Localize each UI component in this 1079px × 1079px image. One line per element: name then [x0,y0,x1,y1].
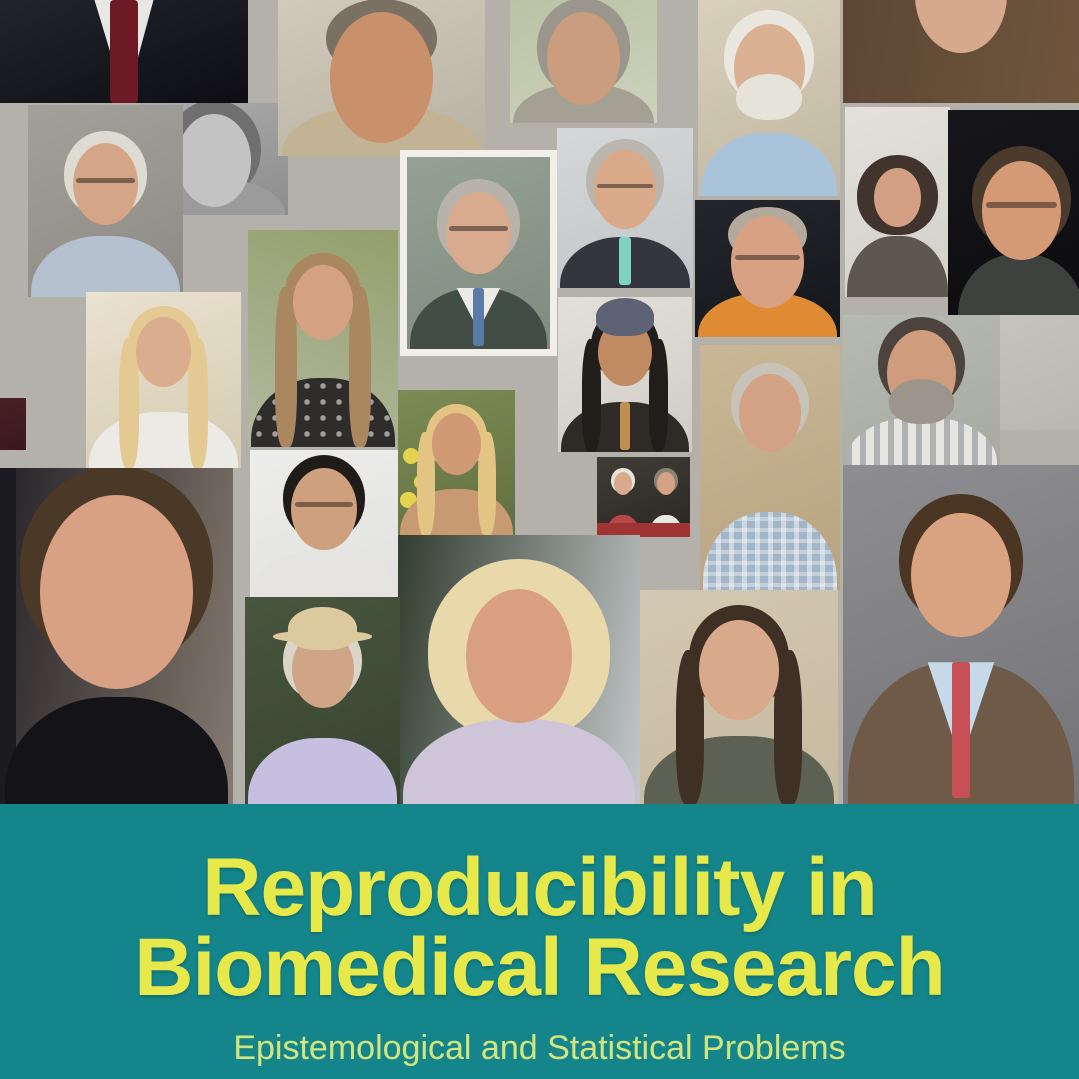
face [911,513,1010,638]
face [739,374,801,452]
glasses [986,202,1057,208]
portrait-man-suit-teal-shirt [557,128,693,288]
torso [248,738,397,805]
portrait-woman-bandana [558,297,692,452]
photo-light-gray [1000,315,1079,430]
torso [644,736,834,805]
portrait-man-mustache-tan-shirt [278,0,485,156]
hair-right [349,287,371,447]
face [982,161,1061,260]
tie [473,288,485,346]
portrait-woman-blonde-white-jacket [86,292,241,468]
title-banner [0,804,1079,1079]
torso [253,550,395,597]
glasses [597,184,653,189]
torso [251,378,395,447]
torso [703,512,837,590]
beard [736,74,803,121]
portrait-man-orange-polo [695,200,840,337]
face [614,472,633,495]
face [731,216,804,307]
glasses [735,255,800,260]
portrait-woman-dark-curly-hair [845,107,950,297]
hat [288,607,356,650]
torso [403,719,635,805]
portrait-woman-large-smile [0,468,233,805]
photo-edge-sliver [0,398,26,450]
face [657,472,676,495]
portrait-man-dark-suit-red-tie [0,0,248,103]
face [136,317,192,387]
portrait-man-plaid-shirt [700,345,840,590]
glasses [295,502,354,507]
photo-couple [597,457,690,537]
face [330,12,434,142]
face [594,150,657,229]
portrait-elder-straw-hat [245,597,400,805]
face [73,143,138,225]
hat-brim [273,630,372,642]
torso [5,697,229,805]
hair-right [188,338,208,468]
hat [596,298,655,335]
beard [889,379,954,424]
glasses [449,226,508,231]
face [915,0,1008,53]
portrait-man-gray-sweater [510,0,657,123]
book-title-line-2: Biomedical Research [134,922,945,1013]
portrait-woman-blonde-flowers [398,390,515,535]
face [699,620,778,720]
tie [619,237,630,286]
book-subtitle: Epistemological and Statistical Problems [233,1029,846,1067]
portrait-woman-big-blonde-curls [398,535,640,805]
portrait-man-white-beard-blue-shirt [698,0,840,196]
portrait-man-brown-suit-red-tie [843,465,1079,805]
torso [89,412,238,468]
tie [620,402,630,449]
portrait-man-glasses-big-smile [948,110,1079,322]
torso [847,236,948,297]
face [466,589,572,723]
face [432,413,481,475]
portrait-woman-long-brown-hair-cropped [843,0,1079,103]
torso [31,236,180,297]
face [291,468,356,550]
tie [110,0,137,103]
portrait-woman-brown-hair-garden [248,230,398,447]
portrait-woman-olive-sweater [640,590,838,805]
book-title-line-1: Reproducibility in [202,842,877,933]
face [547,12,621,105]
tie [952,662,970,798]
face [40,495,194,689]
portrait-man-black-hair-white-shirt [250,450,398,597]
torso [846,417,997,465]
portrait-man-office-blue-shirt [28,105,183,297]
face [874,168,921,228]
face [177,114,251,207]
face [446,192,512,275]
torso [958,254,1079,322]
torso [701,133,837,196]
portrait-man-gray-beard-striped-shirt [843,315,1000,465]
portrait-man-framed-headshot [400,150,557,356]
glasses [76,178,135,183]
face [293,265,353,341]
